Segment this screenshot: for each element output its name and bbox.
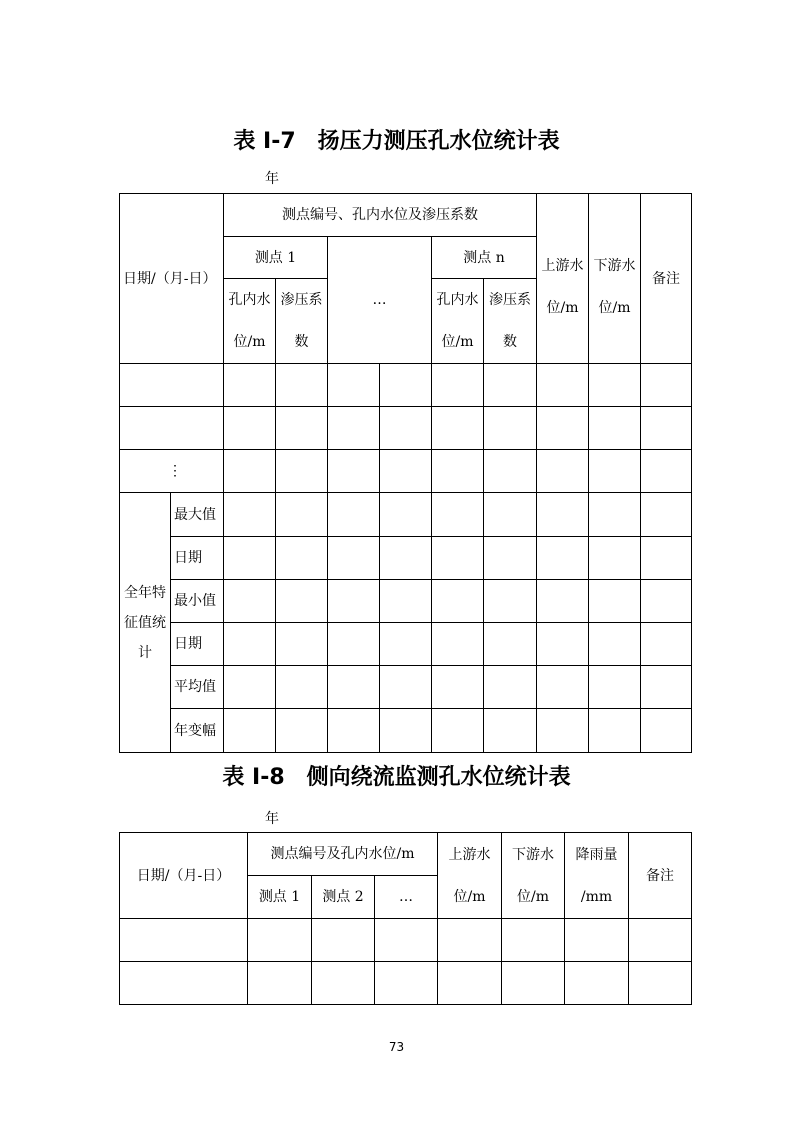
t2-rainfall-line2: /mm — [580, 888, 613, 905]
table1-group-header: 测点编号、孔内水位及渗压系数 — [282, 207, 478, 223]
table1-vertical-dots: ⋮ — [168, 463, 182, 479]
table2-group-header: 测点编号及孔内水位/m — [270, 846, 415, 862]
table2-remarks-header: 备注 — [646, 867, 674, 884]
table1-year-label: 年 — [265, 171, 279, 187]
table1-title: 表 I-7 扬压力测压孔水位统计表 — [233, 129, 560, 154]
upstream-line2: 位/m — [546, 300, 579, 316]
table1-water-level-header-n — [432, 279, 483, 363]
table2-point1-header: 测点 1 — [258, 889, 301, 905]
stats-row-min: 最小值 — [174, 593, 216, 609]
stats-row-average: 平均值 — [174, 679, 216, 695]
upstream-line1: 上游水 — [541, 258, 584, 274]
t2-upstream-line2: 位/m — [453, 888, 486, 905]
annual-stats-line3: 计 — [138, 644, 152, 661]
water-level-n-line1: 孔内水 — [436, 292, 479, 308]
seepage-n-line1: 渗压系 — [489, 292, 531, 308]
table1-water-level-header-1 — [224, 279, 275, 363]
water-level-line1: 孔内水 — [228, 292, 271, 308]
table2-year-label: 年 — [265, 811, 279, 827]
t2-upstream-line1: 上游水 — [448, 846, 491, 863]
table1-pointn-header: 测点 n — [463, 249, 505, 266]
annual-stats-line2: 征值统 — [124, 614, 166, 631]
water-level-n-line2: 位/m — [441, 334, 474, 350]
water-level-line2: 位/m — [233, 334, 266, 350]
annual-stats-line1: 全年特 — [124, 584, 166, 601]
table1-annual-stats-label — [120, 493, 170, 752]
t2-downstream-line2: 位/m — [517, 888, 549, 905]
table1-seepage-header-n — [484, 279, 536, 363]
table2-title: 表 I-8 侧向绕流监测孔水位统计表 — [222, 765, 571, 790]
seepage-n-line2: 数 — [503, 334, 517, 350]
table2-downstream-header — [502, 833, 564, 918]
table1-remarks-header: 备注 — [652, 270, 680, 287]
table1-date-header: 日期/（月-日） — [123, 270, 217, 287]
seepage-line2: 数 — [294, 334, 309, 350]
table1-seepage-header-1 — [276, 279, 327, 363]
t2-rainfall-line1: 降雨量 — [575, 846, 618, 863]
table2-point2-header: 测点 2 — [322, 889, 364, 905]
stats-row-max-date: 日期 — [174, 550, 202, 566]
t2-downstream-line1: 下游水 — [512, 846, 554, 863]
table2-rainfall-header — [565, 833, 628, 918]
stats-row-annual-range: 年变幅 — [174, 722, 216, 739]
stats-row-max: 最大值 — [174, 506, 216, 523]
stats-row-min-date: 日期 — [174, 636, 202, 652]
table1-downstream-header — [589, 237, 640, 363]
table1-ellipsis-header: … — [372, 292, 387, 308]
page-number: 73 — [388, 1040, 405, 1054]
table1-upstream-header — [537, 237, 588, 363]
seepage-line1: 渗压系 — [280, 292, 323, 308]
downstream-line1: 下游水 — [593, 258, 636, 274]
table2-upstream-header — [438, 833, 501, 918]
downstream-line2: 位/m — [598, 300, 631, 316]
table1-point1-header: 测点 1 — [254, 249, 297, 266]
table2-ellipsis-header: … — [399, 889, 413, 905]
table2-date-header: 日期/（月-日） — [136, 867, 231, 884]
